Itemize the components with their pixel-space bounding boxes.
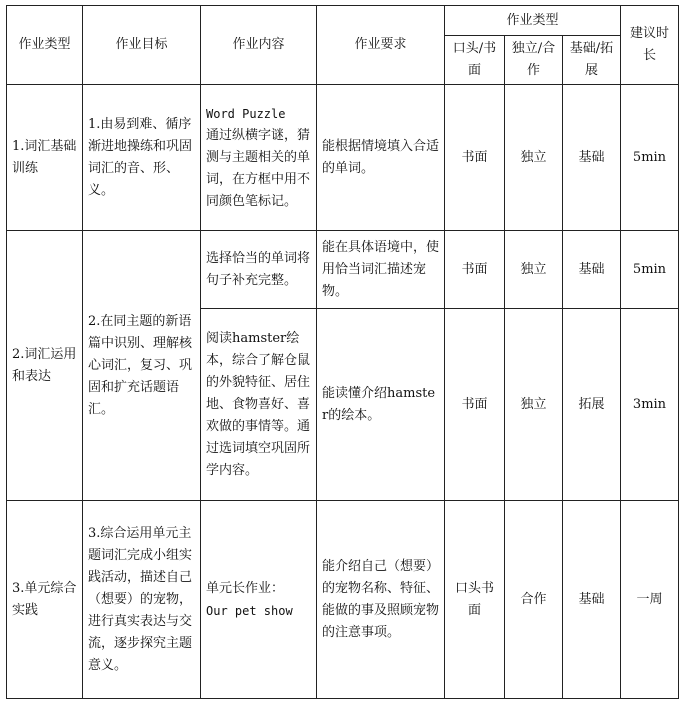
row-requirement: 能根据情境填入合适的单词。 bbox=[317, 85, 445, 231]
row-level: 拓展 bbox=[563, 309, 621, 501]
header-form: 口头/书面 bbox=[445, 36, 505, 85]
row-content-text: 通过纵横字谜，猜测与主题相关的单词，在方框中用不同颜色笔标记。 bbox=[206, 127, 311, 209]
row-goal: 1.由易到难、循序渐进地操练和巩固词汇的音、形、义。 bbox=[83, 85, 201, 231]
row-content-title: 单元长作业： bbox=[206, 580, 285, 596]
row-level: 基础 bbox=[563, 231, 621, 309]
row-duration: 5min bbox=[621, 85, 679, 231]
row-goal: 2.在同主题的新语篇中识别、理解核心词汇，复习、巩固和扩充话题语汇。 bbox=[83, 231, 201, 501]
row-content-title: Word Puzzle bbox=[206, 106, 286, 121]
row-form: 书面 bbox=[445, 309, 505, 501]
header-content: 作业内容 bbox=[201, 6, 317, 85]
row-mode: 独立 bbox=[505, 231, 563, 309]
row-form: 书面 bbox=[445, 231, 505, 309]
row-category: 2.词汇运用和表达 bbox=[7, 231, 83, 501]
table-row bbox=[7, 85, 679, 231]
header-goal: 作业目标 bbox=[83, 6, 201, 85]
row-mode: 合作 bbox=[505, 501, 563, 699]
table-row bbox=[7, 501, 679, 699]
header-requirement: 作业要求 bbox=[317, 6, 445, 85]
row-content-text: Our pet show bbox=[206, 603, 293, 618]
header-category: 作业类型 bbox=[7, 6, 83, 85]
row-duration: 3min bbox=[621, 309, 679, 501]
row-mode: 独立 bbox=[505, 85, 563, 231]
row-level: 基础 bbox=[563, 85, 621, 231]
row-content: 阅读hamster绘本，综合了解仓鼠的外貌特征、居住地、食物喜好、喜欢做的事情等。通过选词填空巩固所学内容。 bbox=[201, 309, 317, 501]
row-duration: 5min bbox=[621, 231, 679, 309]
row-content: 选择恰当的单词将句子补充完整。 bbox=[201, 231, 317, 309]
row-requirement: 能介绍自己（想要）的宠物名称、特征、能做的事及照顾宠物的注意事项。 bbox=[317, 501, 445, 699]
table-row bbox=[7, 231, 679, 309]
header-mode: 独立/合作 bbox=[505, 36, 563, 85]
row-mode: 独立 bbox=[505, 309, 563, 501]
row-requirement: 能读懂介绍hamster的绘本。 bbox=[317, 309, 445, 501]
row-category: 1.词汇基础训练 bbox=[7, 85, 83, 231]
header-duration: 建议时长 bbox=[621, 6, 679, 85]
row-level: 基础 bbox=[563, 501, 621, 699]
row-content bbox=[201, 85, 317, 231]
row-content bbox=[201, 501, 317, 699]
row-duration: 一周 bbox=[621, 501, 679, 699]
row-category: 3.单元综合实践 bbox=[7, 501, 83, 699]
assignment-table bbox=[6, 5, 679, 699]
row-form: 口头书面 bbox=[445, 501, 505, 699]
row-goal: 3.综合运用单元主题词汇完成小组实践活动，描述自己（想要）的宠物，进行真实表达与交流，逐步探究主题意义。 bbox=[83, 501, 201, 699]
row-form: 书面 bbox=[445, 85, 505, 231]
header-level: 基础/拓展 bbox=[563, 36, 621, 85]
row-requirement: 能在具体语境中，使用恰当词汇描述宠物。 bbox=[317, 231, 445, 309]
assignment-table-wrapper bbox=[6, 5, 679, 699]
header-type-group: 作业类型 bbox=[445, 6, 621, 36]
header-row-1 bbox=[7, 6, 679, 36]
